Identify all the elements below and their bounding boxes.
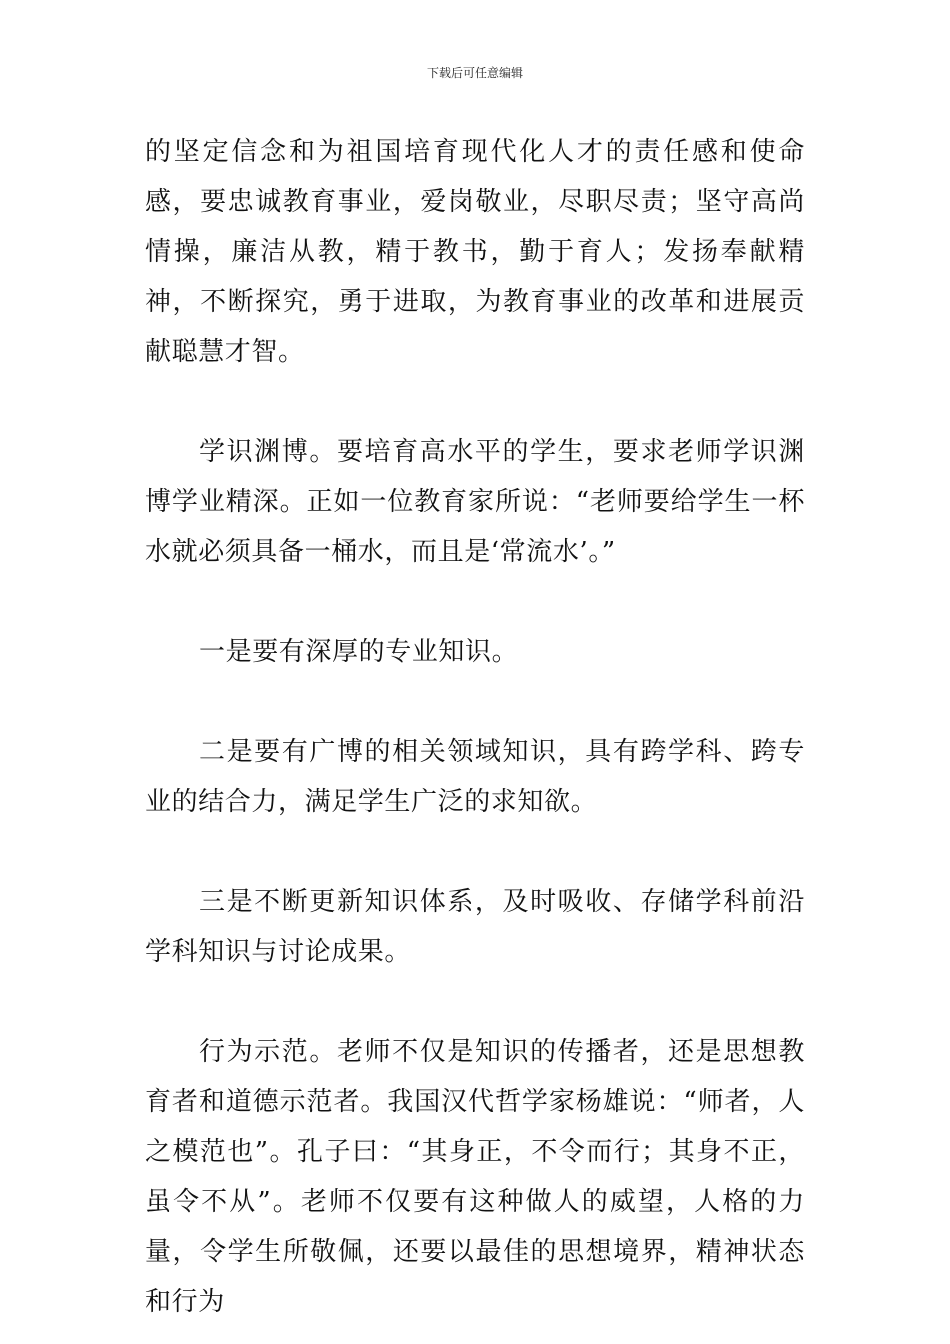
page-header: 下载后可任意编辑 xyxy=(426,66,523,80)
paragraph-gap xyxy=(145,827,805,877)
paragraph-4: 二是要有广博的相关领域知识，具有跨学科、跨专业的结合力，满足学生广泛的求知欲。 xyxy=(145,737,805,817)
paragraph-gap xyxy=(145,977,805,1027)
paragraph-6: 行为示范。老师不仅是知识的传播者，还是思想教育者和道德示范者。我国汉代哲学家杨雄说：“师者，人之模范也”。孔子曰：“其身正，不令而行；其身不正，虽令不从”。老师不仅要有这种做人的威望，人格的力量，令学生所敬佩，还要以最佳的思想境界，精神状态和行为 xyxy=(145,1037,805,1317)
paragraph-5: 三是不断更新知识体系，及时吸收、存储学科前沿学科知识与讨论成果。 xyxy=(145,887,805,967)
paragraph-3: 一是要有深厚的专业知识。 xyxy=(199,637,519,667)
paragraph-gap xyxy=(145,677,805,727)
paragraph-gap xyxy=(145,577,805,627)
paragraph-2: 学识渊博。要培育高水平的学生，要求老师学识渊博学业精深。正如一位教育家所说：“老师要给学生一杯水就必须具备一桶水，而且是‘常流水’。” xyxy=(145,437,805,567)
paragraph-1: 的坚定信念和为祖国培育现代化人才的责任感和使命感，要忠诚教育事业，爱岗敬业，尽职尽责；坚守高尚情操，廉洁从教，精于教书，勤于育人；发扬奉献精神，不断探究，勇于进取，为教育事业的改革和进展贡献聪慧才智。 xyxy=(145,137,805,367)
paragraph-gap xyxy=(145,377,805,427)
document-body xyxy=(145,127,805,1327)
